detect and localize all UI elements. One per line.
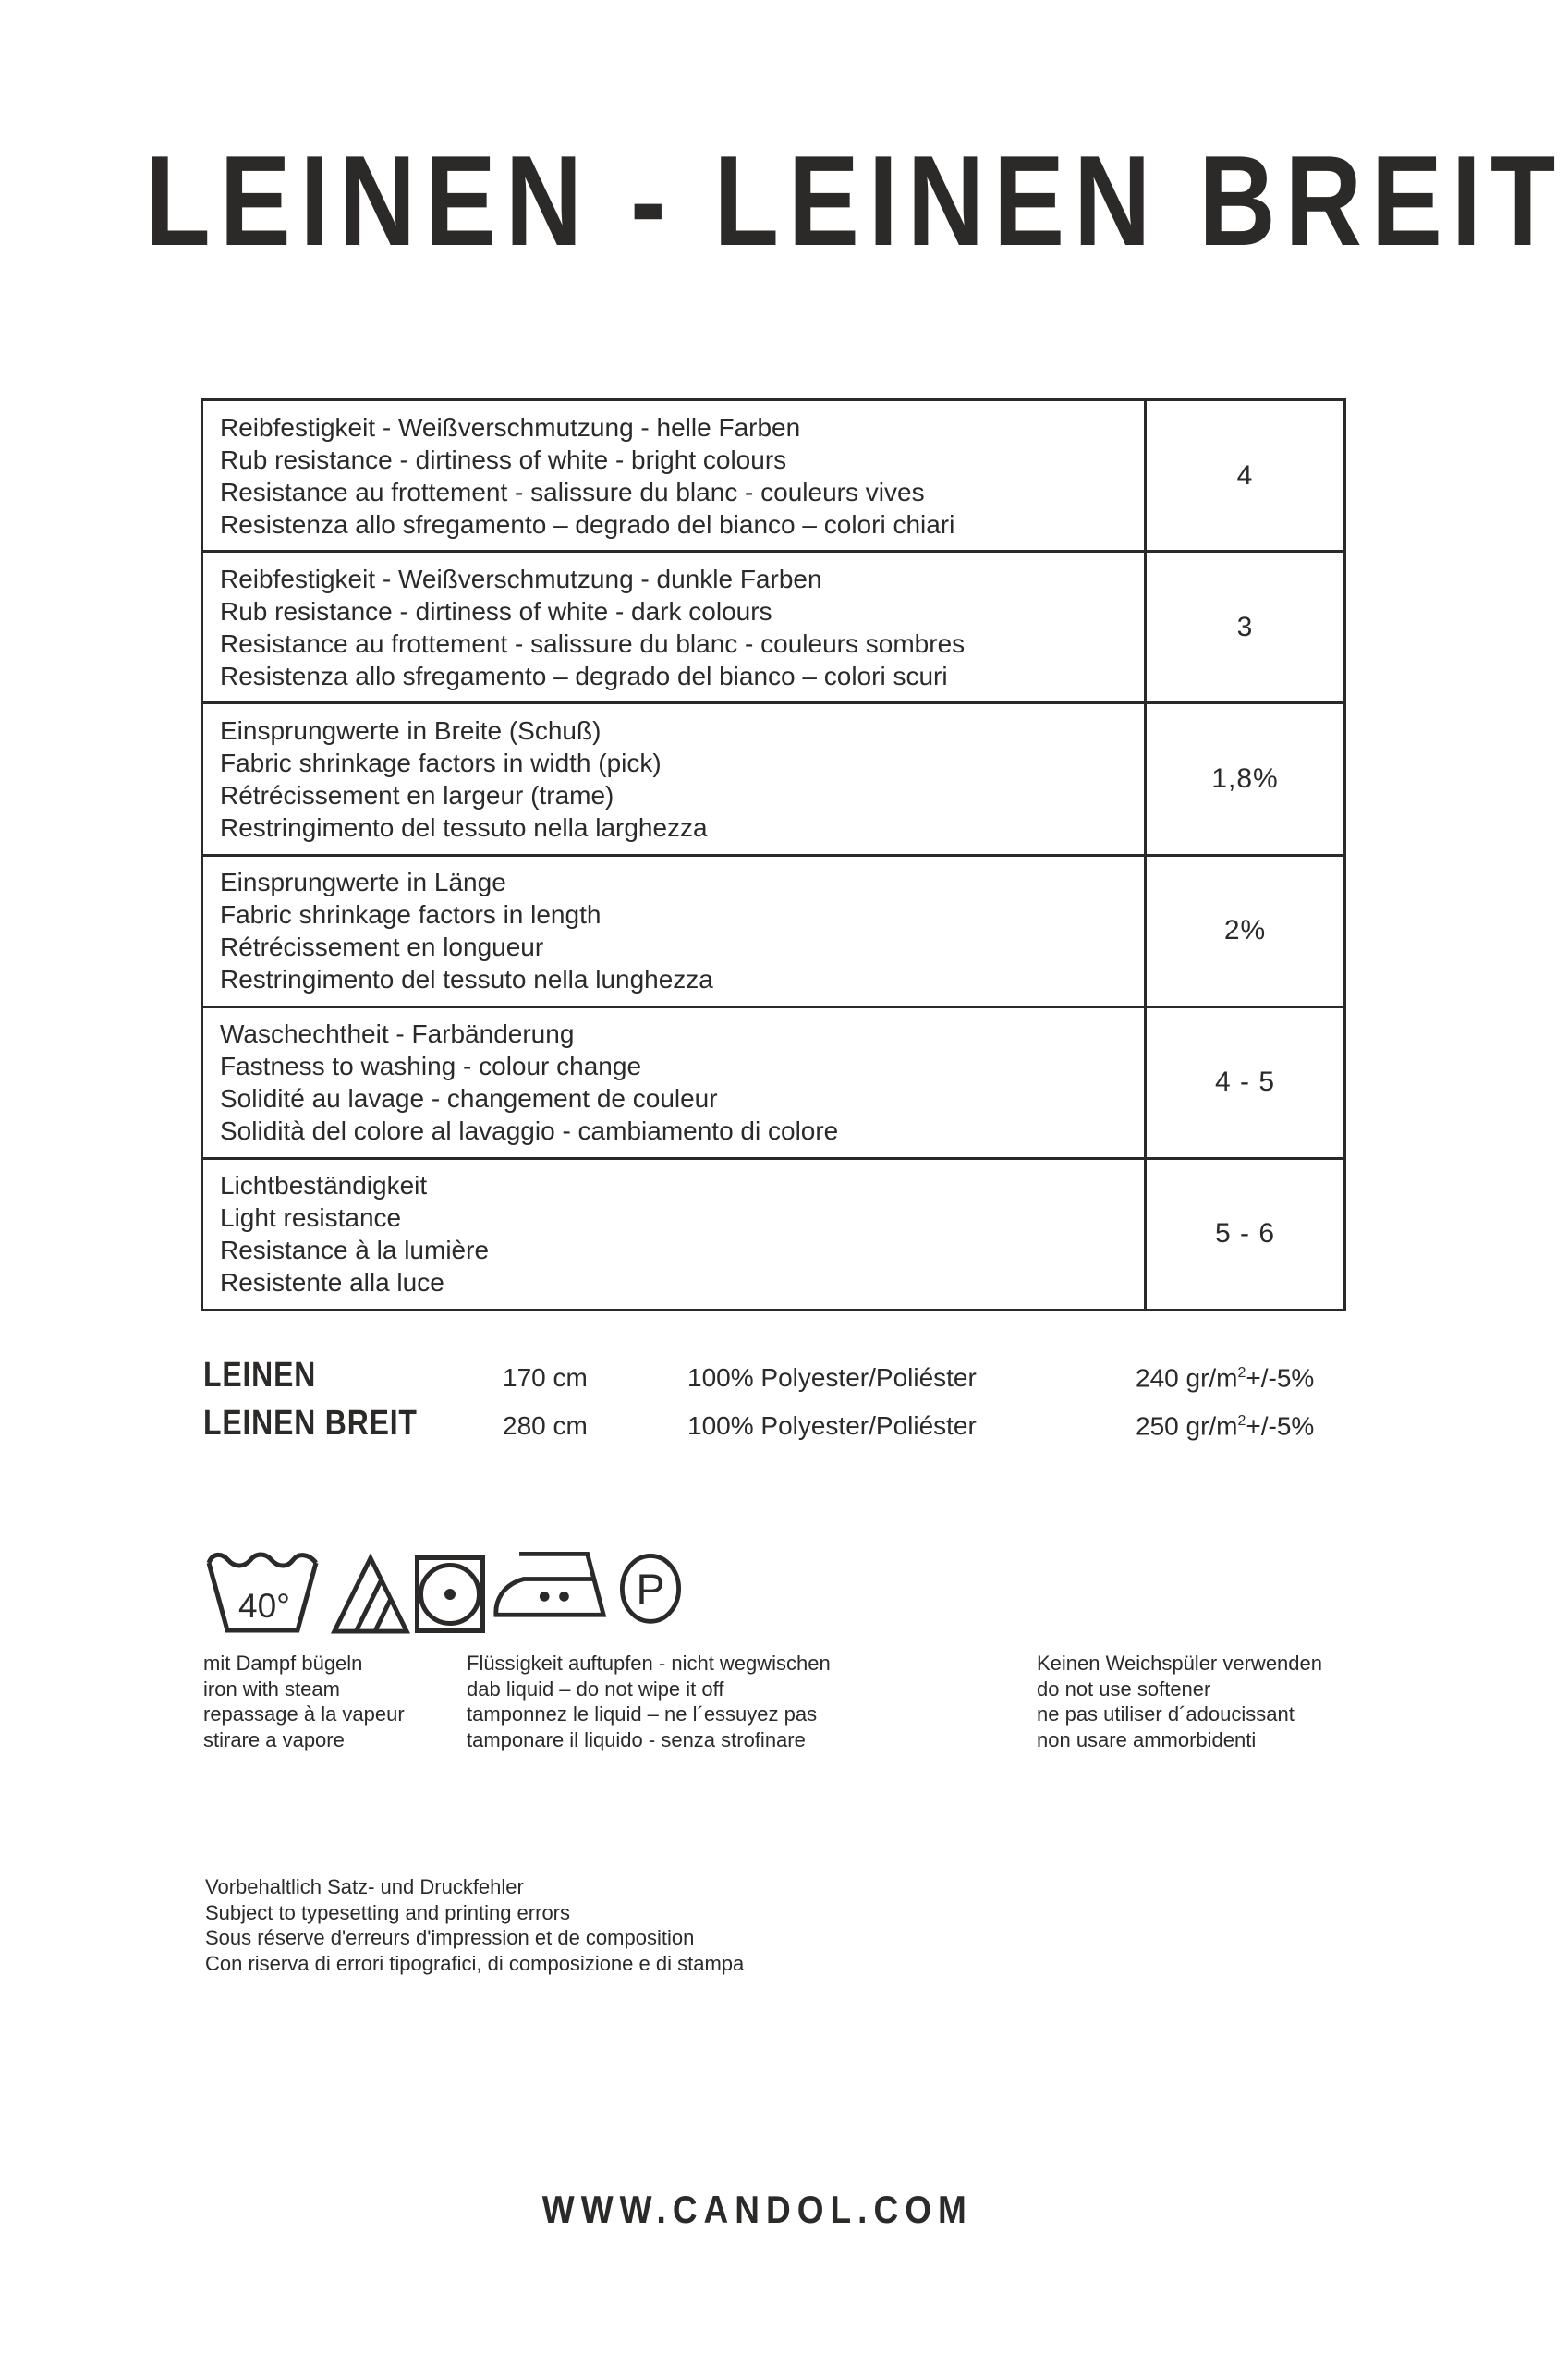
description-en: Fastness to washing - colour change	[220, 1052, 642, 1081]
description-fr: Resistance à la lumière	[220, 1236, 490, 1265]
description-en: Rub resistance - dirtiness of white - dark colours	[220, 596, 772, 626]
description-it: Resistenza allo sfregamento – degrado del bianco – colori chiari	[220, 509, 955, 539]
description-it: Restringimento del tessuto nella lunghezza	[220, 965, 713, 994]
article-specs	[203, 1349, 1358, 1445]
care-note-dab-liquid	[467, 1651, 831, 1752]
table-row	[203, 1008, 1343, 1160]
description-fr: Resistance au frottement - salissure du blanc - couleurs sombres	[220, 628, 966, 658]
care-note-steam	[203, 1651, 405, 1752]
description-en: Light resistance	[220, 1203, 402, 1233]
table-cell-descriptions	[203, 704, 1144, 853]
table-cell-value: 2%	[1144, 857, 1343, 1006]
description-it: Resistenza allo sfregamento – degrado del bianco – colori scuri	[220, 661, 948, 690]
description-de: Einsprungwerte in Breite (Schuß)	[220, 715, 602, 745]
description-fr: Rétrécissement en longueur	[220, 933, 544, 962]
table-cell-value: 1,8%	[1144, 704, 1343, 853]
description-de: Reibfestigkeit - Weißverschmutzung - dunkle Farben	[220, 564, 822, 593]
page-header	[0, 129, 1568, 273]
description-en: Fabric shrinkage factors in length	[220, 900, 602, 930]
iron-two-dots-icon	[492, 1550, 607, 1617]
care-note-line-en: dab liquid – do not wipe it off	[467, 1677, 724, 1701]
description-it: Solidità del colore al lavaggio - cambiamento di colore	[220, 1116, 839, 1146]
description-it: Restringimento del tessuto nella larghezza	[220, 812, 708, 842]
table-row	[203, 553, 1343, 704]
description-de: Reibfestigkeit - Weißverschmutzung - helle Farben	[220, 412, 801, 442]
table-cell-value: 5 - 6	[1144, 1160, 1343, 1309]
page-footer	[0, 2190, 1568, 2229]
care-note-line-de: Keinen Weichspüler verwenden	[1037, 1652, 1322, 1675]
care-note-line-fr: ne pas utiliser d´adoucissant	[1037, 1702, 1295, 1726]
table-cell-descriptions	[203, 1008, 1144, 1157]
care-note-line-en: do not use softener	[1037, 1677, 1211, 1701]
description-en: Rub resistance - dirtiness of white - bright colours	[220, 445, 787, 474]
table-row	[203, 401, 1343, 553]
description-en: Fabric shrinkage factors in width (pick)	[220, 748, 662, 777]
tumble-dry-one-dot-icon	[415, 1555, 485, 1633]
website-url: WWW.CANDOL.COM	[541, 2188, 973, 2231]
description-de: Lichtbeständigkeit	[220, 1171, 428, 1201]
properties-table	[201, 398, 1346, 1311]
article-name: LEINEN	[203, 1356, 317, 1396]
article-name: LEINEN BREIT	[203, 1404, 418, 1444]
table-row	[203, 704, 1343, 856]
table-cell-value: 4 - 5	[1144, 1008, 1343, 1157]
table-cell-descriptions	[203, 553, 1144, 701]
article-composition: 100% Polyester/Poliéster	[687, 1363, 977, 1393]
care-symbols-row	[203, 1544, 684, 1634]
article-weight: 240 $gr/m^2+/-5\%$	[1136, 1363, 1315, 1393]
disclaimer-line-fr: Sous réserve d'erreurs d'impression et de composition	[205, 1926, 695, 1949]
wash-temperature-label: 40°	[238, 1587, 290, 1625]
weight-superscript: 2	[1237, 1365, 1246, 1381]
article-width: 170 cm	[503, 1363, 588, 1393]
description-fr: Rétrécissement en largeur (trame)	[220, 780, 614, 810]
description-fr: Resistance au frottement - salissure du blanc - couleurs vives	[220, 477, 925, 506]
care-note-line-fr: tamponnez le liquid – ne l´essuyez pas	[467, 1702, 818, 1726]
table-cell-value: 4	[1144, 401, 1343, 550]
disclaimer-line-de: Vorbehaltlich Satz- und Druckfehler	[205, 1875, 524, 1898]
disclaimer	[205, 1874, 744, 1976]
description-fr: Solidité au lavage - changement de couleur	[220, 1084, 718, 1114]
table-row	[203, 857, 1343, 1008]
disclaimer-line-it: Con riserva di errori tipografici, di composizione e di stampa	[205, 1951, 745, 1975]
care-note-line-it: stirare a vapore	[203, 1727, 345, 1751]
care-note-line-en: iron with steam	[203, 1677, 340, 1701]
description-it: Resistente alla luce	[220, 1268, 444, 1298]
table-cell-descriptions	[203, 1160, 1144, 1309]
table-cell-descriptions	[203, 401, 1144, 550]
bleach-triangle-striped-icon	[330, 1553, 411, 1636]
dry-clean-letter: P	[636, 1565, 665, 1614]
care-note-line-de: Flüssigkeit auftupfen - nicht wegwischen	[467, 1652, 831, 1675]
table-cell-descriptions	[203, 857, 1144, 1006]
wash-40-icon	[203, 1544, 322, 1634]
page-title: LEINEN - LEINEN BREIT	[145, 129, 1565, 273]
dry-clean-p-icon	[619, 1553, 682, 1625]
care-note-no-softener	[1037, 1651, 1322, 1752]
description-de: Einsprungwerte in Länge	[220, 868, 506, 897]
care-note-line-de: mit Dampf bügeln	[203, 1652, 363, 1675]
care-note-line-fr: repassage à la vapeur	[203, 1702, 405, 1726]
spec-row	[203, 1349, 1358, 1397]
spec-row	[203, 1397, 1358, 1445]
article-width: 280 cm	[503, 1411, 588, 1441]
disclaimer-line-en: Subject to typesetting and printing errors	[205, 1900, 571, 1924]
weight-superscript: 2	[1237, 1413, 1246, 1429]
care-note-line-it: tamponare il liquido - senza strofinare	[467, 1727, 806, 1751]
article-composition: 100% Polyester/Poliéster	[687, 1411, 977, 1441]
care-note-line-it: non usare ammorbidenti	[1037, 1727, 1257, 1751]
description-de: Waschechtheit - Farbänderung	[220, 1019, 575, 1049]
article-weight: 250 $gr/m^2+/-5\%$	[1136, 1411, 1315, 1441]
table-cell-value: 3	[1144, 553, 1343, 701]
table-row	[203, 1160, 1343, 1309]
